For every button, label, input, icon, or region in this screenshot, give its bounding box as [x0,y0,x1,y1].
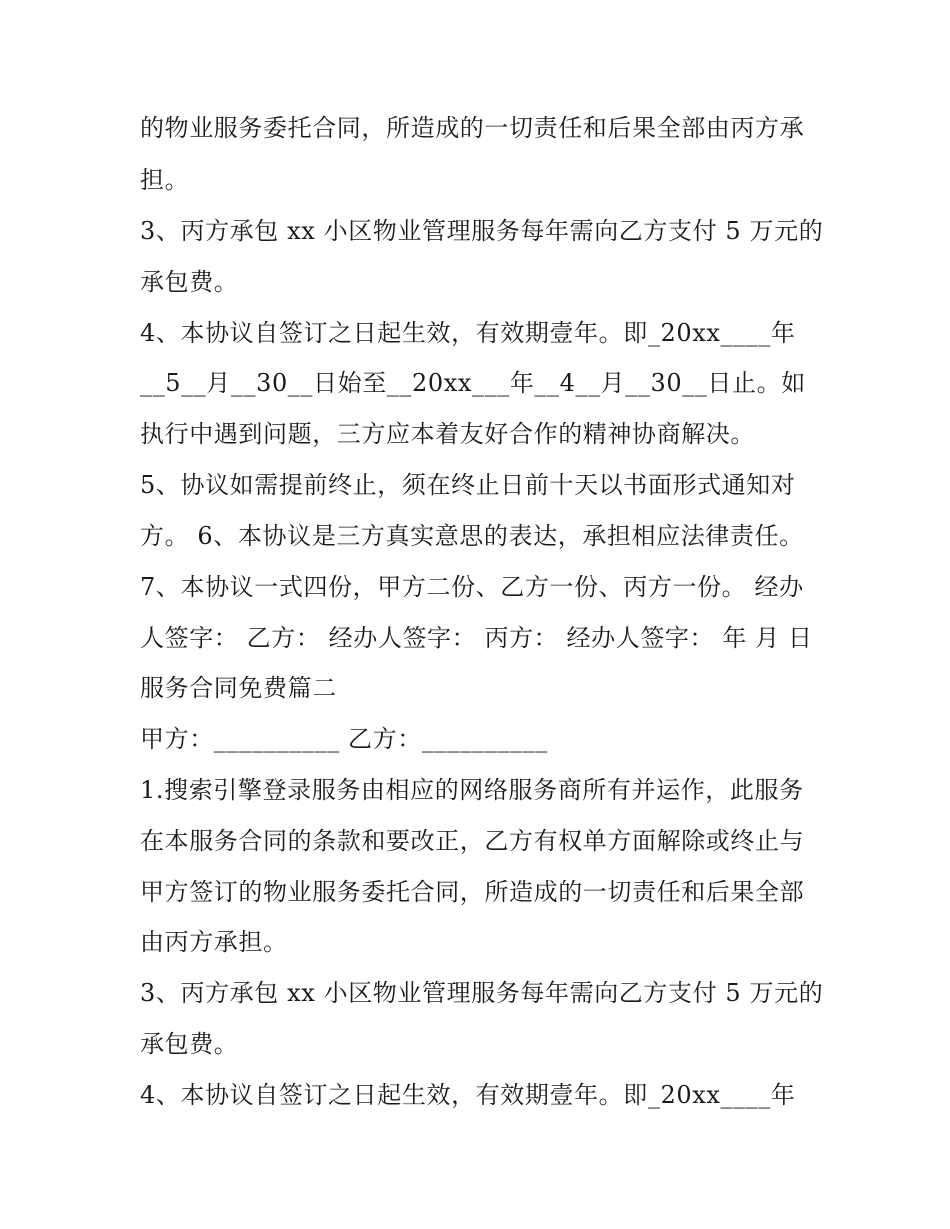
text-line: 在本服务合同的条款和要改正，乙方有权单方面解除或终止与 [140,827,805,855]
text-line: 1.搜索引擎登录服务由相应的网络服务商所有并运作，此服务 [140,776,804,804]
text-line: 由丙方承担。 [140,928,288,956]
party-line: 甲方：__________ 乙方：__________ [140,725,548,753]
text-line: 承包费。 [140,268,239,296]
text-line: 3、丙方承包 xx 小区物业管理服务每年需向乙方支付 5 万元的 [140,217,824,245]
text-line: 担。 [140,166,190,194]
text-line: __5__月__30__日始至__20xx___年__4__月__30__日止。如 [140,369,806,397]
text-line: 4、本协议自签订之日起生效，有效期壹年。即_20xx____年 [140,1081,796,1109]
text-line: 人签字： 乙方： 经办人签字： 丙方： 经办人签字： 年 月 日 [140,624,813,652]
text-line: 承包费。 [140,1030,239,1058]
text-line: 3、丙方承包 xx 小区物业管理服务每年需向乙方支付 5 万元的 [140,979,824,1007]
text-line: 的物业服务委托合同，所造成的一切责任和后果全部由丙方承 [140,114,805,142]
text-line: 7、本协议一式四份，甲方二份、乙方一份、丙方一份。 经办 [140,573,804,601]
text-line: 方。 6、本协议是三方真实意思的表达，承担相应法律责任。 [140,522,804,550]
text-line: 执行中遇到问题，三方应本着友好合作的精神协商解决。 [140,420,755,448]
text-line: 4、本协议自签订之日起生效，有效期壹年。即_20xx____年 [140,319,796,347]
section-heading: 服务合同免费篇二 [140,674,337,702]
text-line: 5、协议如需提前终止，须在终止日前十天以书面形式通知对 [140,471,796,499]
text-line: 甲方签订的物业服务委托合同，所造成的一切责任和后果全部 [140,878,805,906]
